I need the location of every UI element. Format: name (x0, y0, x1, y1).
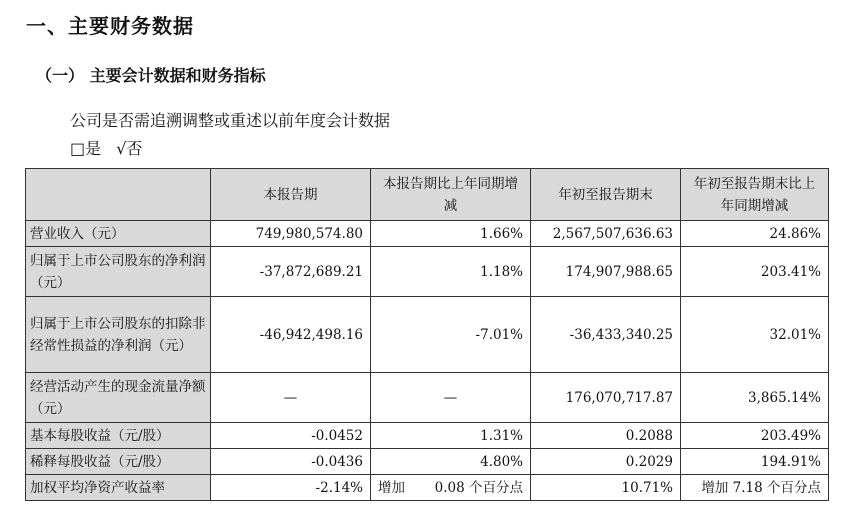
row-label: 营业收入（元） (26, 221, 211, 247)
row-label: 基本每股收益（元/股） (26, 423, 211, 449)
header-ytd-change: 年初至报告期末比上年同期增减 (681, 169, 829, 221)
cell-current-change: -7.01% (371, 297, 531, 373)
table-row (26, 221, 829, 247)
cell-ytd: 174,907,988.65 (531, 247, 681, 297)
table-row (26, 373, 829, 423)
option-no: √否 (116, 139, 143, 158)
subsection-heading: （一） 主要会计数据和财务指标 (36, 66, 266, 85)
cell-ytd-change: 3,865.14% (681, 373, 829, 423)
table-header-row (26, 169, 829, 221)
table-row (26, 297, 829, 373)
table-row (26, 423, 829, 449)
header-current-period: 本报告期 (211, 169, 371, 221)
cell-ytd-change: 203.41% (681, 247, 829, 297)
header-ytd: 年初至报告期末 (531, 169, 681, 221)
table-row (26, 475, 829, 501)
cell-current: -37,872,689.21 (211, 247, 371, 297)
cell-current: -2.14% (211, 475, 371, 501)
row-label: 加权平均净资产收益率 (26, 475, 211, 501)
table-row (26, 247, 829, 297)
header-corner (26, 169, 211, 221)
cell-current-change: 1.18% (371, 247, 531, 297)
financial-data-table (25, 168, 829, 501)
cell-ytd-change: 32.01% (681, 297, 829, 373)
cell-ytd: -36,433,340.25 (531, 297, 681, 373)
restatement-question: 公司是否需追溯调整或重述以前年度会计数据 (70, 111, 391, 130)
row-label: 稀释每股收益（元/股） (26, 449, 211, 475)
section-heading: 一、主要财务数据 (26, 14, 194, 38)
cell-current: -46,942,498.16 (211, 297, 371, 373)
row-label: 归属于上市公司股东的净利润（元） (26, 247, 211, 297)
cell-ytd-change: 194.91% (681, 449, 829, 475)
cell-current: — (211, 373, 371, 423)
change-prefix: 增加 (378, 479, 405, 496)
cell-ytd-change: 24.86% (681, 221, 829, 247)
cell-current-change: 1.66% (371, 221, 531, 247)
cell-current-change: 1.31% (371, 423, 531, 449)
cell-ytd: 176,070,717.87 (531, 373, 681, 423)
cell-current: -0.0452 (211, 423, 371, 449)
restatement-options (70, 136, 152, 159)
cell-ytd-change: 增加 7.18 个百分点 (681, 475, 829, 501)
row-label: 归属于上市公司股东的扣除非经常性损益的净利润（元） (26, 297, 211, 373)
header-current-change: 本报告期比上年同期增减 (371, 169, 531, 221)
cell-ytd: 10.71% (531, 475, 681, 501)
cell-current-change (371, 475, 531, 501)
cell-ytd: 2,567,507,636.63 (531, 221, 681, 247)
cell-current-change: 4.80% (371, 449, 531, 475)
cell-current-change: — (371, 373, 531, 423)
cell-ytd-change: 203.49% (681, 423, 829, 449)
cell-ytd: 0.2029 (531, 449, 681, 475)
cell-current: 749,980,574.80 (211, 221, 371, 247)
change-value: 0.08 个百分点 (434, 479, 523, 496)
row-label: 经营活动产生的现金流量净额（元） (26, 373, 211, 423)
table-row (26, 449, 829, 475)
cell-current: -0.0436 (211, 449, 371, 475)
option-yes: □是 (70, 139, 102, 158)
cell-ytd: 0.2088 (531, 423, 681, 449)
